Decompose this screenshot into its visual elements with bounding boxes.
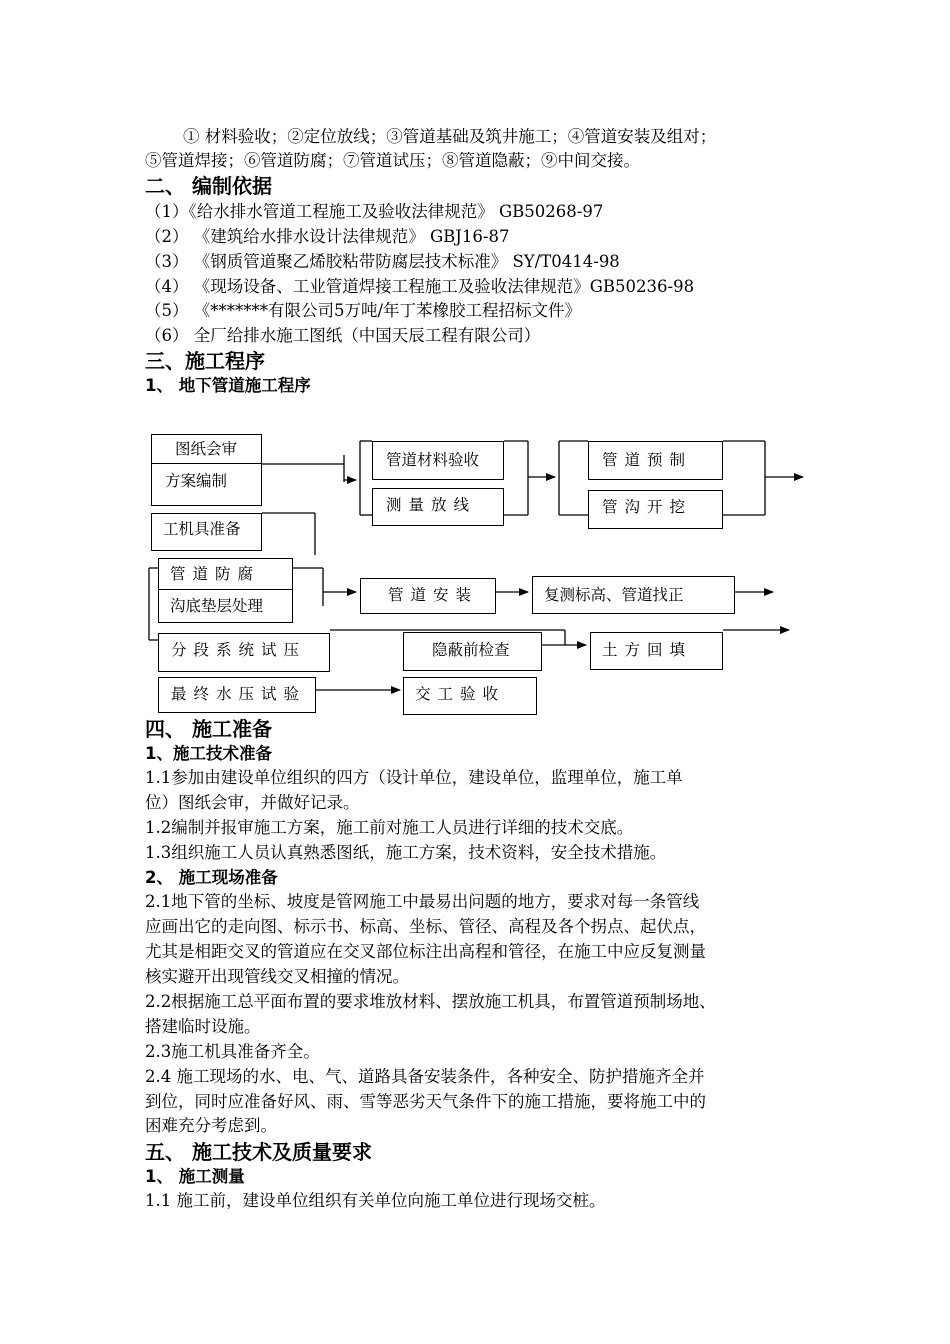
flow-label-concealed-check: 隐蔽前检查 bbox=[432, 641, 510, 659]
para-2-3: 2.3施工机具准备齐全。 bbox=[145, 1042, 320, 1061]
para-2-4-line-2: 到位，同时应准备好风、雨、雪等恶劣天气条件下的施工措施，要将施工中的 bbox=[145, 1092, 706, 1111]
reference-item-4: （4） 《现场设备、工业管道焊接工程施工及验收法律规范》GB50236-98 bbox=[145, 277, 695, 296]
section-5-sub-1: 1、 施工测量 bbox=[145, 1167, 245, 1186]
para-2-1-line-3: 尤其是相距交叉的管道应在交叉部位标注出高程和管径，在施工中应反复测量 bbox=[145, 942, 706, 961]
flow-label-anticorrosion: 管道防腐 bbox=[170, 565, 261, 583]
para-1-1-line-1: 1.1参加由建设单位组织的四方（设计单位，建设单位，监理单位，施工单 bbox=[145, 768, 683, 787]
para-2-2-line-1: 2.2根据施工总平面布置的要求堆放材料、摆放施工机具，布置管道预制场地、 bbox=[145, 992, 716, 1011]
para-2-1-line-1: 2.1地下管的坐标、坡度是管网施工中最易出问题的地方，要求对每一条管线 bbox=[145, 892, 700, 911]
flow-label-installation: 管道安装 bbox=[388, 586, 479, 604]
para-1-1-line-2: 位）图纸会审，并做好记录。 bbox=[145, 793, 360, 812]
section-5-title: 五、 施工技术及质量要求 bbox=[145, 1140, 372, 1164]
flow-label-final-test: 最终水压试验 bbox=[171, 685, 307, 703]
para-1-2: 1.2编制并报审施工方案，施工前对施工人员进行详细的技术交底。 bbox=[145, 818, 634, 837]
flow-label-backfill: 土方回填 bbox=[602, 641, 693, 659]
flow-label-material-check: 管道材料验收 bbox=[386, 451, 480, 469]
section-4-title: 四、 施工准备 bbox=[145, 717, 272, 741]
flow-label-bedding: 沟底垫层处理 bbox=[170, 597, 264, 615]
flow-label-segment-test: 分段系统试压 bbox=[171, 641, 307, 659]
reference-item-2: （2） 《建筑给水排水设计法律规范》 GBJ16-87 bbox=[145, 227, 510, 246]
para-2-1-line-2: 应画出它的走向图、标示书、标高、坐标、管径、高程及各个拐点、起伏点， bbox=[145, 917, 706, 936]
reference-item-5: （5） 《*******有限公司5万吨/年丁苯橡胶工程招标文件》 bbox=[145, 301, 582, 320]
para-2-2-line-2: 搭建临时设施。 bbox=[145, 1017, 261, 1036]
intro-line-1: ① 材料验收；②定位放线；③管道基础及筑井施工；④管道安装及组对； bbox=[183, 127, 717, 146]
flow-label-tools-prep: 工机具准备 bbox=[163, 520, 241, 538]
reference-item-6: （6） 全厂给排水施工图纸（中国天辰工程有限公司） bbox=[145, 326, 541, 345]
flow-label-drawings-review: 图纸会审 bbox=[175, 440, 238, 458]
intro-line-2: ⑤管道焊接；⑥管道防腐；⑦管道试压；⑧管道隐蔽；⑨中间交接。 bbox=[145, 151, 640, 170]
flow-label-recheck: 复测标高、管道找正 bbox=[544, 586, 684, 604]
para-2-1-line-4: 核实避开出现管线交叉相撞的情况。 bbox=[145, 967, 409, 986]
section-2-title: 二、 编制依据 bbox=[145, 174, 272, 198]
reference-item-3: （3） 《钢质管道聚乙烯胶粘带防腐层技术标准》 SY/T0414-98 bbox=[145, 252, 620, 271]
section-4-sub-1: 1、施工技术准备 bbox=[145, 744, 272, 763]
flow-label-prefab: 管道预制 bbox=[602, 451, 693, 469]
section-3-title: 三、施工程序 bbox=[145, 349, 265, 373]
reference-item-1: （1）《给水排水管道工程施工及验收法律规范》 GB50268-97 bbox=[145, 202, 604, 221]
flow-label-plan-prep: 方案编制 bbox=[165, 472, 228, 490]
section-3-sub-1: 1、 地下管道施工程序 bbox=[145, 376, 311, 395]
para-2-4-line-3: 困难充分考虑到。 bbox=[145, 1116, 277, 1135]
para-5-1-1: 1.1 施工前，建设单位组织有关单位向施工单位进行现场交桩。 bbox=[145, 1191, 606, 1210]
flow-label-handover: 交工验收 bbox=[415, 685, 506, 703]
section-4-sub-2: 2、 施工现场准备 bbox=[145, 868, 278, 887]
flow-label-survey: 测量放线 bbox=[386, 496, 477, 514]
para-2-4-line-1: 2.4 施工现场的水、电、气、道路具备安装条件，各种安全、防护措施齐全并 bbox=[145, 1067, 705, 1086]
flow-label-trench: 管沟开挖 bbox=[602, 498, 693, 516]
para-1-3: 1.3组织施工人员认真熟悉图纸，施工方案，技术资料，安全技术措施。 bbox=[145, 843, 667, 862]
